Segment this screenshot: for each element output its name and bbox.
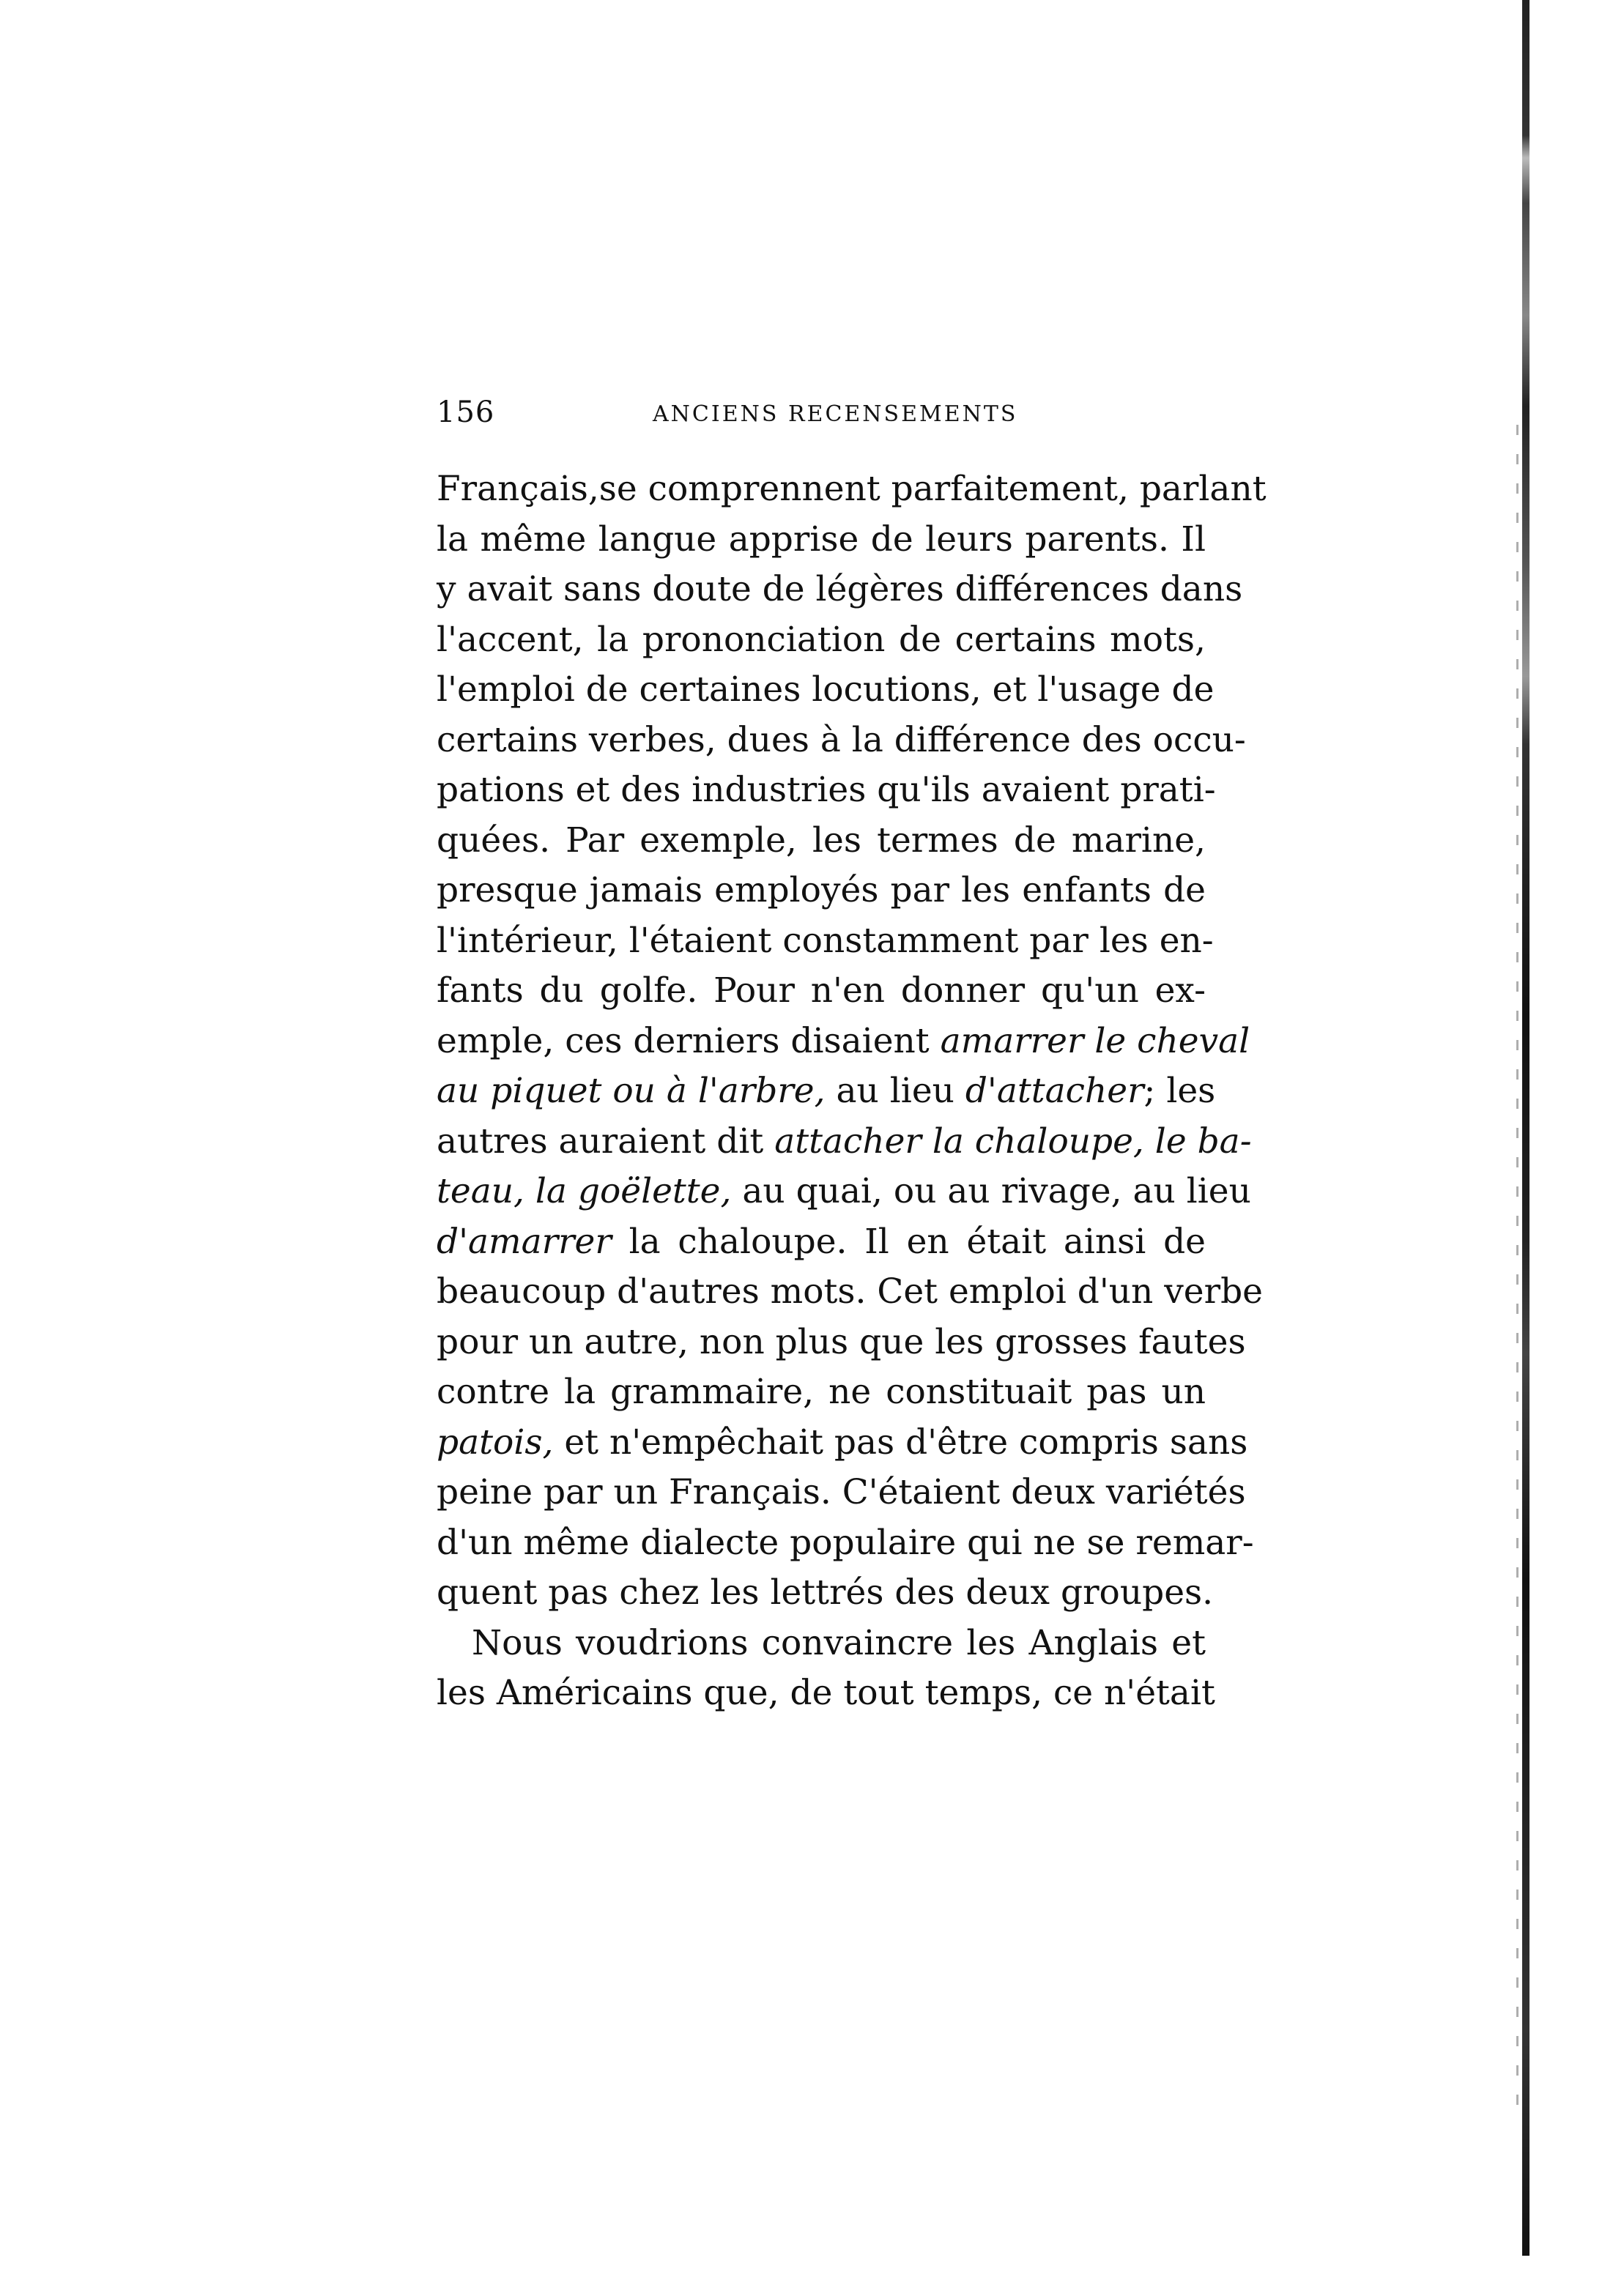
text-line [437, 565, 1243, 615]
text-run: certains verbes, dues à la différence des occu- [437, 719, 1246, 760]
text-run: Nous voudrions convaincre les Anglais et [472, 1622, 1206, 1663]
text-line [437, 1619, 1206, 1669]
running-head: ANCIENS RECENSEMENTS [653, 401, 1018, 427]
text-run: la même langue apprise de leurs parents. Il [437, 519, 1206, 560]
text-run: y avait sans doute de légères différences dans [437, 569, 1243, 609]
italic-phrase: amarrer le cheval [940, 1020, 1250, 1061]
text-line [437, 1318, 1246, 1368]
text-run: pations et des industries qu'ils avaient prati- [437, 770, 1216, 810]
text-run: d'un même dialecte populaire qui ne se remar- [437, 1522, 1254, 1563]
text-run: l'emploi de certaines locutions, et l'usage de [437, 669, 1215, 710]
text-line [437, 464, 1267, 515]
text-line [437, 716, 1246, 766]
text-run: quent pas chez les lettrés des deux groupes. [437, 1572, 1214, 1613]
text-run: peine par un Français. C'étaient deux variétés [437, 1472, 1246, 1512]
text-run: beaucoup d'autres mots. Cet emploi d'un verbe [437, 1271, 1263, 1312]
text-run: l'accent, la prononciation de certains mots, [437, 619, 1206, 660]
text-line [437, 916, 1214, 967]
text-line [437, 1267, 1263, 1318]
italic-phrase: patois, [437, 1422, 554, 1463]
text-run: contre la grammaire, ne constituait pas un [437, 1372, 1206, 1412]
text-line [437, 1668, 1215, 1719]
text-run: pour un autre, non plus que les grosses fautes [437, 1321, 1246, 1362]
text-line [437, 1167, 1251, 1217]
text-run: la chaloupe. Il en était ainsi de [611, 1221, 1206, 1262]
binding-edge [1522, 0, 1529, 2256]
text-line [437, 1217, 1206, 1268]
text-line [437, 515, 1206, 565]
text-line [437, 1117, 1252, 1167]
text-line [437, 1468, 1246, 1518]
text-line [437, 765, 1216, 816]
page-header [437, 395, 1206, 432]
text-run: et n'empêchait pas d'être compris sans [553, 1422, 1248, 1463]
italic-phrase: attacher la chaloupe, le ba- [774, 1121, 1252, 1162]
text-line [437, 1418, 1248, 1468]
text-run: les Américains que, de tout temps, ce n'était [437, 1673, 1215, 1713]
text-run: fants du golfe. Pour n'en donner qu'un ex- [437, 970, 1206, 1011]
text-run: l'intérieur, l'étaient constamment par les en- [437, 920, 1214, 961]
italic-phrase: d'attacher [965, 1071, 1144, 1111]
text-line [437, 1066, 1216, 1117]
text-run: quées. Par exemple, les termes de marine, [437, 820, 1206, 861]
body-text [437, 464, 1267, 1719]
text-line [437, 1017, 1250, 1067]
text-run: autres auraient dit [437, 1121, 775, 1162]
text-run: ; les [1143, 1071, 1216, 1111]
text-run: au quai, ou au rivage, au lieu [731, 1171, 1251, 1211]
text-line [437, 1568, 1214, 1619]
text-run: presque jamais employés par les enfants de [437, 870, 1206, 910]
italic-phrase: d'amarrer [437, 1221, 612, 1262]
text-line [437, 615, 1206, 666]
text-run: au lieu [825, 1071, 965, 1111]
text-run: emple, ces derniers disaient [437, 1020, 941, 1061]
italic-phrase: au piquet ou à l'arbre, [437, 1071, 826, 1111]
page-number: 156 [437, 395, 495, 429]
text-line [437, 816, 1206, 866]
italic-phrase: teau, la goëlette, [437, 1171, 732, 1211]
text-line [437, 1367, 1206, 1418]
text-line [437, 866, 1206, 916]
text-line [437, 665, 1215, 716]
text-line [437, 966, 1206, 1017]
text-run: Français,se comprennent parfaitement, parlant [437, 469, 1267, 509]
binding-edge-shadow [1516, 425, 1519, 2109]
text-line [437, 1518, 1254, 1569]
